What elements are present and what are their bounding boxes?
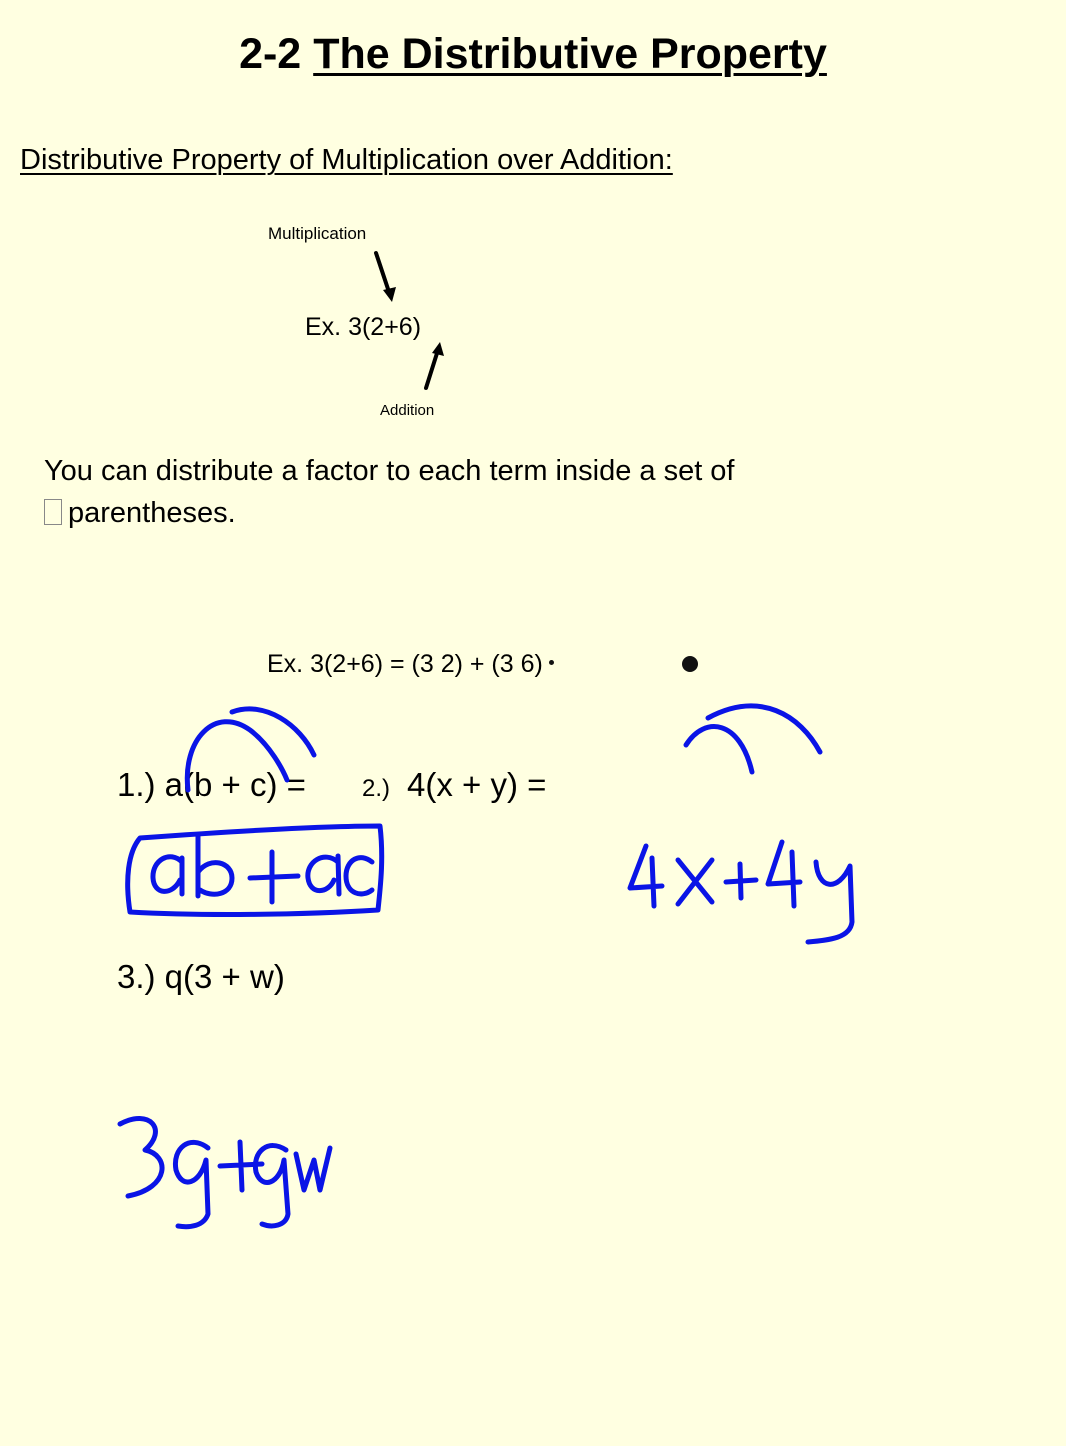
multiplication-arrow — [376, 253, 390, 295]
statement-line-2-text: parentheses. — [68, 497, 236, 529]
problem-3: 3.) q(3 + w) — [117, 958, 285, 995]
problem-2-number: 2.) — [362, 775, 391, 802]
addition-arrow — [426, 350, 438, 388]
multiplication-label: Multiplication — [268, 224, 367, 243]
statement-line-1: You can distribute a factor to each term inside a set of — [44, 455, 735, 487]
title-number: 2-2 — [239, 30, 302, 78]
example-expression: Ex. 3(2+6) — [305, 313, 422, 341]
addition-arrowhead — [432, 342, 444, 356]
statement-line-2 — [44, 497, 236, 530]
section-heading: Distributive Property of Multiplication over Addition: — [20, 144, 673, 176]
dot-marker — [682, 656, 698, 672]
addition-label: Addition — [380, 402, 435, 419]
title-text: The Distributive Property — [313, 30, 827, 78]
problem-1: 1.) a(b + c) = — [117, 766, 306, 803]
small-dot-marker — [549, 660, 554, 665]
distributed-example: Ex. 3(2+6) = (3 2) + (3 6) — [267, 650, 543, 678]
missing-glyph-icon — [44, 499, 62, 525]
problem-2: 4(x + y) = — [407, 766, 547, 803]
multiplication-arrowhead — [383, 287, 396, 302]
